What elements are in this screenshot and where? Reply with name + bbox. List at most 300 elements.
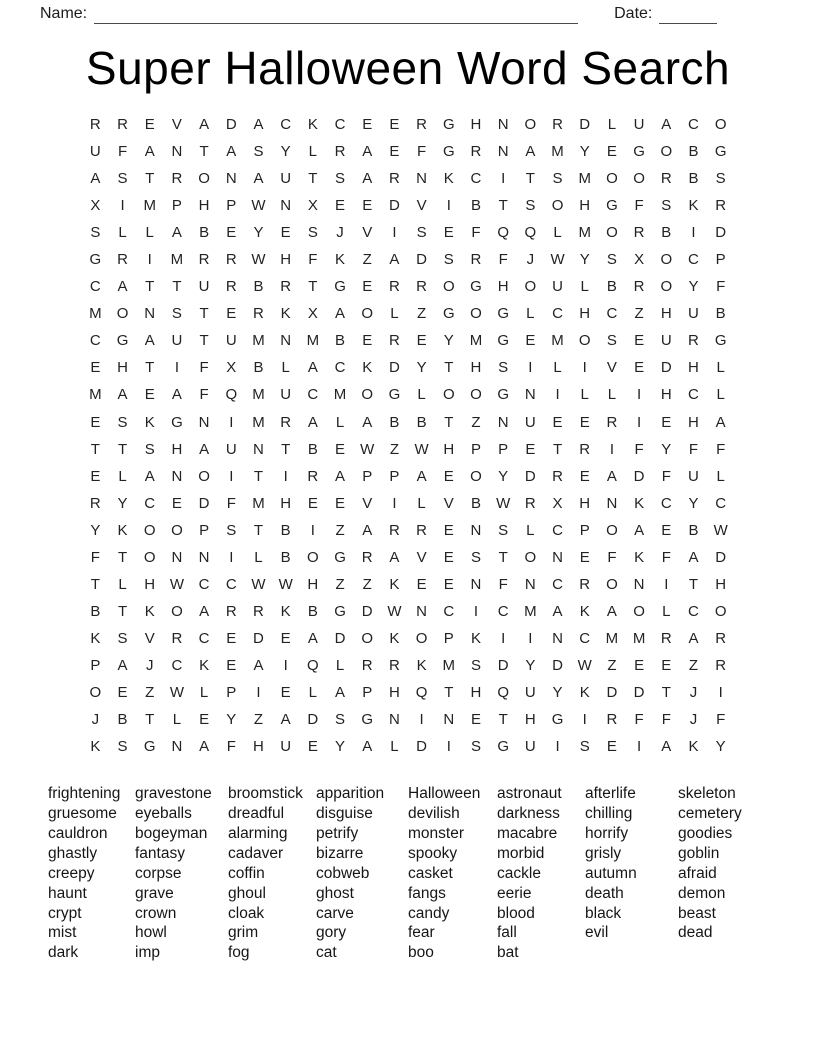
grid-letter-r2-c20: E	[606, 143, 617, 161]
grid-letter-r21-c19: W	[577, 656, 592, 674]
grid-letter-r22-c13: Q	[415, 683, 428, 701]
grid-letter-r22-c1: O	[89, 683, 102, 701]
grid-letter-r19-c11: D	[361, 602, 373, 620]
grid-letter-r8-c13: Z	[417, 305, 427, 323]
grid-letter-r16-c23: B	[688, 521, 699, 539]
grid-letter-r16-c9: I	[310, 521, 315, 539]
grid-letter-r1-c4: V	[171, 116, 182, 133]
grid-letter-r11-c11: O	[361, 386, 374, 404]
grid-letter-r13-c9: B	[307, 440, 318, 458]
grid-letter-r2-c15: R	[470, 143, 482, 161]
grid-letter-r20-c16: I	[501, 629, 506, 647]
grid-letter-r21-c3: J	[145, 656, 154, 674]
word-item: morbid	[497, 844, 545, 862]
grid-letter-r3-c8: U	[280, 170, 292, 188]
grid-letter-r18-c17: N	[524, 575, 536, 593]
grid-letter-r8-c9: X	[307, 305, 318, 323]
grid-letter-r24-c3: G	[143, 738, 156, 756]
grid-letter-r24-c15: S	[470, 738, 481, 756]
grid-letter-r9-c17: E	[525, 332, 536, 350]
grid-letter-r23-c19: I	[582, 711, 587, 729]
grid-letter-r5-c13: S	[416, 224, 427, 242]
grid-letter-r3-c14: K	[443, 170, 454, 188]
grid-letter-r13-c5: A	[199, 440, 210, 458]
grid-letter-r17-c3: O	[143, 548, 156, 566]
grid-letter-r23-c14: N	[443, 711, 455, 729]
grid-letter-r17-c11: R	[361, 548, 373, 566]
grid-letter-r3-c3: T	[145, 170, 155, 188]
grid-letter-r17-c4: N	[171, 548, 183, 566]
grid-letter-r24-c9: E	[307, 738, 318, 756]
grid-letter-r20-c7: D	[253, 629, 264, 647]
grid-letter-r9-c3: A	[144, 332, 155, 350]
grid-letter-r19-c9: B	[307, 602, 318, 620]
grid-letter-r23-c11: G	[361, 711, 374, 729]
grid-letter-r23-c8: A	[280, 711, 291, 729]
grid-letter-r15-c20: N	[606, 494, 618, 512]
grid-letter-r23-c7: Z	[253, 711, 264, 729]
word-item: ghoul	[228, 884, 266, 902]
grid-letter-r14-c23: U	[688, 467, 699, 485]
grid-letter-r7-c4: T	[172, 278, 182, 296]
grid-letter-r24-c4: N	[171, 738, 183, 756]
grid-letter-r11-c1: M	[89, 386, 102, 404]
grid-letter-r9-c10: B	[335, 332, 346, 350]
word-item: Halloween	[408, 785, 481, 803]
grid-letter-r10-c12: D	[388, 359, 400, 377]
grid-letter-r7-c19: L	[580, 278, 589, 296]
grid-letter-r9-c9: M	[306, 332, 320, 350]
grid-letter-r12-c21: I	[637, 413, 642, 431]
grid-letter-r13-c21: F	[634, 440, 644, 458]
date-label: Date:	[614, 5, 653, 22]
grid-letter-r3-c23: B	[688, 170, 699, 188]
grid-letter-r4-c3: M	[143, 197, 156, 215]
grid-letter-r14-c3: A	[144, 467, 155, 485]
grid-letter-r19-c15: I	[473, 602, 479, 620]
grid-letter-r8-c5: T	[199, 305, 209, 323]
grid-letter-r24-c10: Y	[335, 738, 346, 756]
grid-letter-r5-c6: E	[226, 224, 237, 242]
grid-letter-r8-c12: L	[390, 305, 399, 323]
word-item: haunt	[48, 884, 87, 902]
grid-letter-r17-c7: L	[254, 548, 263, 566]
grid-letter-r4-c24: R	[715, 197, 727, 215]
word-item: ghost	[316, 884, 354, 902]
grid-letter-r15-c4: E	[171, 494, 182, 512]
grid-letter-r10-c17: I	[528, 359, 533, 377]
grid-letter-r7-c9: T	[308, 278, 318, 296]
grid-letter-r5-c10: J	[336, 224, 344, 242]
grid-letter-r6-c11: Z	[362, 251, 372, 269]
grid-letter-r10-c5: F	[199, 359, 209, 377]
grid-letter-r14-c11: P	[362, 467, 373, 485]
grid-letter-r17-c23: A	[688, 548, 699, 566]
grid-letter-r5-c7: Y	[253, 224, 264, 242]
grid-letter-r1-c8: C	[280, 116, 292, 133]
grid-letter-r10-c16: S	[498, 359, 509, 377]
grid-letter-r12-c1: E	[90, 413, 101, 431]
grid-letter-r22-c22: T	[661, 683, 671, 701]
grid-letter-r12-c23: H	[688, 413, 699, 431]
name-label: Name:	[40, 5, 88, 22]
grid-letter-r2-c4: N	[171, 143, 183, 161]
grid-letter-r6-c12: A	[389, 251, 400, 269]
grid-letter-r7-c8: R	[280, 278, 292, 296]
grid-letter-r21-c1: P	[90, 656, 101, 674]
word-column-2	[135, 784, 228, 963]
grid-letter-r18-c18: C	[552, 575, 563, 593]
grid-letter-r10-c23: H	[688, 359, 699, 377]
grid-letter-r8-c15: O	[470, 305, 482, 323]
grid-letter-r11-c14: O	[442, 386, 455, 404]
grid-letter-r8-c24: B	[715, 305, 726, 323]
grid-letter-r9-c16: G	[497, 332, 509, 350]
grid-letter-r12-c18: E	[552, 413, 563, 431]
grid-letter-r17-c20: F	[607, 548, 617, 566]
word-item: bizarre	[316, 844, 364, 862]
word-item: broomstick	[228, 785, 303, 803]
grid-letter-r17-c1: F	[90, 548, 100, 566]
word-item: coffin	[228, 864, 265, 882]
grid-letter-r16-c19: P	[579, 521, 590, 539]
grid-letter-r16-c4: O	[171, 521, 183, 539]
grid-letter-r6-c16: F	[498, 251, 508, 269]
grid-letter-r3-c20: O	[606, 170, 618, 188]
grid-letter-r20-c19: C	[579, 629, 591, 647]
grid-letter-r16-c1: Y	[90, 521, 101, 539]
grid-letter-r14-c16: Y	[498, 467, 509, 485]
word-column-3	[228, 784, 316, 963]
grid-letter-r15-c5: D	[198, 494, 210, 512]
grid-letter-r12-c5: N	[198, 413, 210, 431]
grid-letter-r5-c3: L	[145, 224, 154, 242]
grid-letter-r11-c2: A	[117, 386, 128, 404]
grid-letter-r23-c21: F	[634, 711, 644, 729]
grid-letter-r23-c24: F	[716, 711, 726, 729]
grid-letter-r8-c4: S	[171, 305, 182, 323]
word-item: autumn	[585, 864, 637, 882]
grid-letter-r9-c8: N	[280, 332, 292, 350]
grid-letter-r17-c2: T	[117, 548, 128, 566]
grid-letter-r24-c20: E	[606, 738, 617, 756]
grid-letter-r16-c6: S	[226, 521, 237, 539]
grid-letter-r20-c6: E	[226, 629, 237, 647]
grid-letter-r10-c15: H	[470, 359, 482, 377]
word-item: beast	[678, 904, 716, 922]
word-item: black	[585, 904, 622, 922]
grid-letter-r19-c12: W	[387, 602, 402, 620]
grid-letter-r7-c2: A	[117, 278, 128, 296]
grid-letter-r19-c18: A	[552, 602, 563, 620]
grid-letter-r7-c23: Y	[688, 278, 699, 296]
grid-letter-r5-c18: L	[553, 224, 562, 242]
grid-letter-r7-c22: O	[660, 278, 673, 296]
grid-letter-r2-c8: Y	[280, 143, 291, 161]
grid-letter-r4-c18: O	[551, 197, 564, 215]
grid-letter-r20-c1: K	[90, 629, 101, 647]
grid-letter-r4-c17: S	[525, 197, 536, 215]
grid-letter-r8-c11: O	[361, 305, 374, 323]
grid-letter-r9-c15: M	[469, 332, 483, 350]
grid-letter-r19-c10: G	[334, 602, 346, 620]
grid-letter-r11-c13: L	[417, 386, 426, 404]
grid-letter-r2-c19: Y	[579, 143, 590, 161]
word-item: monster	[408, 824, 464, 842]
grid-letter-r24-c24: Y	[715, 738, 726, 756]
grid-letter-r24-c7: H	[253, 738, 264, 756]
grid-letter-r10-c6: X	[226, 359, 237, 377]
grid-letter-r13-c20: I	[609, 440, 614, 458]
grid-letter-r20-c8: E	[280, 629, 291, 647]
word-item: eyeballs	[135, 805, 192, 823]
word-item: grave	[135, 884, 174, 902]
grid-letter-r22-c9: L	[308, 683, 318, 701]
grid-letter-r10-c8: L	[281, 359, 290, 377]
grid-letter-r9-c14: Y	[443, 332, 454, 350]
grid-letter-r16-c14: E	[443, 521, 454, 539]
grid-letter-r13-c3: S	[144, 440, 155, 458]
grid-letter-r1-c24: O	[714, 116, 727, 133]
word-item: corpse	[135, 864, 182, 882]
grid-letter-r23-c6: Y	[226, 711, 237, 729]
grid-letter-r21-c4: C	[171, 656, 183, 674]
grid-letter-r11-c4: A	[171, 386, 182, 404]
grid-letter-r24-c1: K	[90, 738, 101, 756]
grid-letter-r13-c2: T	[117, 440, 128, 458]
grid-letter-r12-c9: A	[307, 413, 318, 431]
grid-letter-r22-c7: I	[256, 683, 261, 701]
word-item: cauldron	[48, 824, 108, 842]
grid-letter-r1-c11: E	[362, 116, 373, 133]
grid-letter-r23-c20: R	[606, 711, 618, 729]
grid-letter-r9-c23: R	[688, 332, 699, 350]
word-item: cadaver	[228, 844, 284, 862]
grid-letter-r7-c5: U	[198, 278, 210, 296]
grid-letter-r1-c10: C	[334, 116, 346, 133]
grid-letter-r21-c15: S	[470, 656, 481, 674]
word-item: dark	[48, 944, 79, 962]
word-item: blood	[497, 904, 535, 922]
grid-letter-r14-c1: E	[90, 467, 101, 485]
grid-letter-r8-c19: H	[579, 305, 591, 323]
word-item: fantasy	[135, 844, 185, 862]
grid-letter-r11-c19: L	[580, 386, 589, 404]
grid-letter-r14-c5: O	[198, 467, 210, 485]
grid-letter-r22-c19: K	[579, 683, 590, 701]
grid-letter-r10-c19: I	[582, 359, 587, 377]
grid-letter-r9-c20: S	[606, 332, 617, 350]
grid-letter-r12-c3: K	[144, 413, 155, 431]
grid-letter-r13-c13: W	[414, 440, 429, 458]
grid-letter-r12-c7: M	[252, 413, 265, 431]
grid-letter-r9-c4: U	[171, 332, 183, 350]
grid-letter-r23-c12: N	[388, 711, 400, 729]
grid-letter-r12-c22: E	[661, 413, 672, 431]
grid-letter-r20-c14: P	[443, 629, 454, 647]
grid-letter-r23-c5: E	[199, 711, 210, 729]
grid-letter-r24-c14: I	[446, 738, 451, 756]
grid-letter-r9-c7: M	[252, 332, 265, 350]
grid-letter-r22-c14: T	[444, 683, 454, 701]
grid-letter-r4-c1: X	[90, 197, 101, 215]
grid-letter-r19-c24: O	[714, 602, 727, 620]
grid-letter-r10-c1: E	[90, 359, 101, 377]
grid-letter-r3-c1: A	[90, 170, 101, 188]
grid-letter-r7-c11: E	[362, 278, 373, 296]
word-item: crypt	[48, 904, 82, 922]
grid-letter-r14-c7: T	[253, 467, 264, 485]
grid-letter-r1-c5: A	[199, 116, 210, 133]
word-item: cloak	[228, 904, 265, 922]
word-item: carve	[316, 904, 354, 922]
grid-letter-r4-c11: E	[362, 197, 373, 215]
grid-letter-r21-c20: Z	[607, 656, 617, 674]
grid-letter-r12-c20: R	[606, 413, 618, 431]
grid-letter-r20-c21: M	[632, 629, 646, 647]
grid-letter-r2-c11: A	[362, 143, 373, 161]
grid-letter-r21-c9: Q	[307, 656, 319, 674]
grid-letter-r4-c9: X	[307, 197, 318, 215]
grid-letter-r6-c22: O	[660, 251, 673, 269]
grid-letter-r3-c13: N	[416, 170, 428, 188]
grid-letter-r4-c22: S	[661, 197, 672, 215]
grid-letter-r24-c6: F	[226, 738, 236, 756]
word-item: goblin	[678, 844, 720, 862]
grid-letter-r4-c14: I	[446, 197, 451, 215]
grid-letter-r21-c18: D	[552, 656, 563, 674]
grid-letter-r6-c21: X	[634, 251, 645, 269]
grid-letter-r20-c13: O	[415, 629, 428, 647]
grid-letter-r3-c21: O	[633, 170, 645, 188]
grid-letter-r15-c19: H	[579, 494, 591, 512]
grid-letter-r22-c20: D	[606, 683, 618, 701]
word-item: evil	[585, 924, 609, 942]
grid-letter-r15-c24: C	[715, 494, 727, 512]
grid-letter-r12-c13: B	[416, 413, 427, 431]
word-list	[48, 784, 816, 963]
grid-letter-r1-c14: G	[442, 116, 455, 133]
grid-letter-r1-c20: L	[607, 116, 617, 133]
grid-letter-r15-c6: F	[226, 494, 236, 512]
grid-letter-r16-c8: B	[280, 521, 291, 539]
grid-letter-r10-c9: A	[307, 359, 318, 377]
grid-letter-r5-c17: Q	[524, 224, 537, 242]
grid-letter-r5-c8: E	[280, 224, 291, 242]
grid-letter-r17-c16: T	[498, 548, 508, 566]
grid-letter-r11-c16: G	[497, 386, 509, 404]
grid-letter-r12-c11: A	[362, 413, 373, 431]
grid-letter-r11-c9: C	[307, 386, 319, 404]
grid-letter-r8-c1: M	[89, 305, 102, 323]
grid-letter-r3-c6: N	[225, 170, 237, 188]
grid-letter-r6-c5: R	[198, 251, 210, 269]
grid-letter-r24-c22: A	[661, 738, 672, 756]
grid-letter-r10-c20: V	[606, 359, 617, 377]
grid-letter-r22-c4: W	[169, 683, 184, 701]
grid-letter-r12-c8: R	[280, 413, 292, 431]
grid-letter-r24-c19: S	[579, 738, 590, 756]
grid-letter-r20-c12: K	[389, 629, 400, 647]
grid-letter-r22-c6: P	[226, 683, 237, 701]
grid-letter-r16-c11: A	[362, 521, 373, 539]
grid-letter-r4-c21: F	[634, 197, 644, 215]
grid-letter-r2-c16: N	[497, 143, 509, 161]
word-item: fangs	[408, 884, 446, 902]
grid-letter-r2-c2: F	[117, 143, 128, 161]
grid-letter-r9-c13: E	[416, 332, 427, 350]
grid-letter-r20-c10: D	[334, 629, 346, 647]
grid-letter-r4-c10: E	[335, 197, 346, 215]
grid-letter-r21-c6: E	[226, 656, 237, 674]
grid-letter-r4-c15: B	[470, 197, 481, 215]
grid-letter-r22-c16: Q	[497, 683, 509, 701]
grid-letter-r13-c22: Y	[661, 440, 672, 458]
word-item: crown	[135, 904, 177, 922]
grid-letter-r12-c19: E	[579, 413, 590, 431]
grid-letter-r15-c17: R	[524, 494, 536, 512]
grid-letter-r22-c8: E	[280, 683, 291, 701]
word-item: ghastly	[48, 844, 98, 862]
grid-letter-r14-c17: D	[524, 467, 536, 485]
grid-letter-r13-c8: T	[281, 440, 291, 458]
word-item: goodies	[678, 824, 733, 842]
grid-letter-r21-c13: K	[416, 656, 427, 674]
grid-letter-r11-c5: F	[199, 386, 209, 404]
grid-letter-r19-c6: R	[225, 602, 237, 620]
grid-letter-r20-c17: I	[528, 629, 533, 647]
grid-letter-r14-c19: E	[579, 467, 590, 485]
grid-letter-r5-c19: M	[578, 224, 591, 242]
grid-letter-r5-c14: E	[443, 224, 454, 242]
grid-letter-r1-c12: E	[389, 116, 400, 133]
grid-letter-r14-c24: L	[716, 467, 725, 485]
grid-letter-r6-c8: H	[280, 251, 292, 269]
grid-letter-r3-c22: R	[660, 170, 672, 188]
grid-letter-r1-c22: A	[661, 116, 672, 133]
grid-letter-r20-c15: K	[470, 629, 481, 647]
grid-letter-r7-c3: T	[145, 278, 155, 296]
grid-letter-r23-c22: F	[661, 711, 671, 729]
grid-letter-r14-c2: L	[118, 467, 127, 485]
grid-letter-r7-c13: R	[416, 278, 428, 296]
grid-letter-r14-c8: I	[283, 467, 288, 485]
grid-letter-r17-c19: E	[579, 548, 590, 566]
grid-letter-r2-c17: A	[525, 143, 536, 161]
grid-letter-r19-c4: O	[171, 602, 183, 620]
grid-letter-r17-c24: D	[715, 548, 727, 566]
grid-letter-r17-c14: E	[443, 548, 454, 566]
grid-letter-r18-c19: R	[579, 575, 591, 593]
grid-letter-r12-c24: A	[715, 413, 726, 431]
grid-letter-r8-c16: G	[497, 305, 509, 323]
grid-letter-r20-c22: R	[660, 629, 672, 647]
grid-letter-r11-c22: H	[660, 386, 672, 404]
grid-letter-r12-c2: S	[117, 413, 128, 431]
grid-letter-r24-c2: S	[117, 738, 128, 756]
grid-letter-r3-c17: T	[525, 170, 535, 188]
grid-letter-r22-c12: H	[388, 683, 400, 701]
grid-letter-r18-c15: N	[470, 575, 482, 593]
grid-letter-r8-c2: O	[116, 305, 129, 323]
grid-letter-r22-c23: J	[689, 683, 698, 701]
grid-letter-r19-c8: K	[280, 602, 291, 620]
grid-letter-r11-c8: U	[280, 386, 292, 404]
grid-letter-r18-c4: W	[169, 575, 184, 593]
grid-letter-r14-c18: R	[552, 467, 563, 485]
grid-letter-r14-c6: I	[229, 467, 234, 485]
word-item: gory	[316, 924, 347, 942]
